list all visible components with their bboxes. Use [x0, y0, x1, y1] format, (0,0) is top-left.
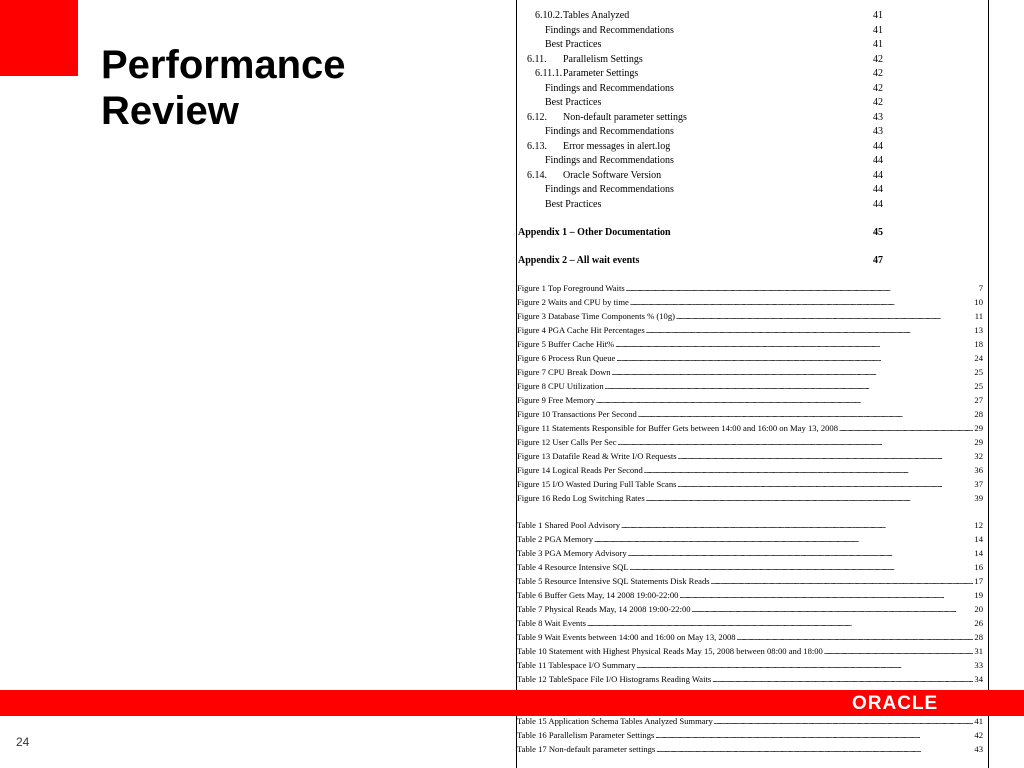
figure-entry: [517, 393, 983, 407]
figure-entry-page: 25: [974, 381, 983, 391]
dot-leader: [714, 714, 974, 728]
figure-entry-title: Figure 10 Transactions Per Second: [517, 409, 637, 419]
table-entry-title: Table 1 Shared Pool Advisory: [517, 520, 620, 530]
table-entry-page: 28: [974, 632, 983, 642]
dot-leader: [594, 532, 973, 546]
dot-leader: [692, 602, 974, 616]
toc-entry-page: 44: [873, 169, 883, 181]
dot-leader: [628, 546, 974, 560]
toc-entry-title: Parameter Settings: [563, 68, 639, 79]
table-entry-title: Table 9 Wait Events between 14:00 and 16:00 on May 13, 2008: [517, 632, 736, 642]
figure-entry-title: Figure 16 Redo Log Switching Rates: [517, 493, 645, 503]
toc-entry-page: 41: [873, 39, 883, 50]
figure-entry: [517, 351, 983, 365]
slide-title-line-2: Review: [101, 89, 239, 133]
figure-entry-page: 39: [974, 493, 983, 503]
dot-leader: [644, 463, 974, 477]
toc-entry-page: 41: [873, 24, 883, 36]
figure-entry-page: 10: [974, 297, 983, 307]
table-entry-title: Table 7 Physical Reads May, 14 2008 19:00-22:00: [517, 604, 691, 614]
table-entry-page: 43: [974, 744, 983, 754]
toc-entry: [545, 82, 674, 96]
toc-entry-page: 43: [873, 111, 883, 123]
figure-entry-title: Figure 9 Free Memory: [517, 395, 596, 405]
toc-entry-number: 6.10.2.: [535, 10, 563, 21]
toc-entry: [545, 24, 674, 38]
table-entry: [517, 602, 983, 616]
slide-title-line-1: Performance: [101, 43, 346, 87]
table-entry-title: Table 11 Tablespace I/O Summary: [517, 660, 636, 670]
figure-entry-page: 32: [974, 451, 983, 461]
toc-entry-title: Findings and Recommendations: [545, 184, 674, 195]
table-entry-page: 12: [974, 520, 983, 530]
dot-leader: [839, 421, 973, 435]
toc-entry-page: 42: [873, 53, 883, 65]
dot-leader: [678, 477, 974, 491]
oracle-logo: ORACLE: [852, 693, 939, 714]
figure-entry-page: 28: [974, 409, 983, 419]
toc-entry-title: Parallelism Settings: [563, 53, 643, 65]
toc-entry: [527, 53, 643, 67]
dot-leader: [615, 337, 973, 351]
table-entry: [517, 546, 983, 560]
toc-entry-page: 42: [873, 97, 883, 108]
dot-leader: [587, 616, 973, 630]
figure-entry: [517, 323, 983, 337]
table-entry-page: 31: [974, 646, 983, 656]
figure-entry-page: 7: [978, 283, 983, 293]
figure-entry: [517, 421, 983, 435]
figure-entry: [517, 379, 983, 393]
appendix-page: 47: [873, 255, 883, 266]
figure-entry: [517, 365, 983, 379]
figure-entry-page: 11: [974, 311, 983, 321]
toc-entry-number: 6.11.1.: [535, 68, 563, 79]
figure-entry-title: Figure 1 Top Foreground Waits: [517, 283, 625, 293]
table-entry-page: 20: [974, 604, 983, 614]
dot-leader: [616, 351, 973, 365]
toc-entry: [535, 67, 638, 81]
dot-leader: [618, 435, 974, 449]
dot-leader: [656, 742, 973, 756]
figure-entry-title: Figure 13 Datafile Read & Write I/O Requests: [517, 451, 677, 461]
table-entry: [517, 518, 983, 532]
table-entry: [517, 532, 983, 546]
appendix-entry: Appendix 2 – All wait events: [518, 255, 640, 266]
figure-entry-title: Figure 2 Waits and CPU by time: [517, 297, 629, 307]
toc-entry: [545, 96, 601, 110]
toc-entry: [545, 183, 674, 197]
dot-leader: [605, 379, 974, 393]
toc-entry-title: Findings and Recommendations: [545, 126, 674, 137]
figure-entry: [517, 281, 983, 295]
table-entry: [517, 658, 983, 672]
slide-title: [101, 42, 346, 134]
table-entry-page: 14: [974, 548, 983, 558]
toc-entry-number: 6.11.: [527, 53, 547, 65]
toc-entry-title: Findings and Recommendations: [545, 82, 674, 94]
figure-entry: [517, 295, 983, 309]
figure-entry: [517, 463, 983, 477]
figure-entry-title: Figure 5 Buffer Cache Hit%: [517, 339, 615, 349]
toc-entry: [527, 169, 661, 183]
table-entry: [517, 616, 983, 630]
toc-entry-number: 6.14.: [527, 169, 547, 181]
figure-entry-page: 36: [974, 465, 983, 475]
dot-leader: [712, 672, 973, 686]
dot-leader: [630, 560, 974, 574]
table-entry-page: 33: [974, 660, 983, 670]
figure-entry-title: Figure 11 Statements Responsible for Buffer Gets between 14:00 and 16:00 on May 13, 2008: [517, 423, 839, 433]
dot-leader: [626, 281, 978, 295]
toc-entry-page: 42: [873, 68, 883, 79]
dot-leader: [638, 407, 974, 421]
dot-leader: [711, 574, 974, 588]
dot-leader: [596, 393, 973, 407]
table-entry-title: Table 10 Statement with Highest Physical Reads May 15, 2008 between 08:00 and 18:00: [517, 646, 823, 656]
figure-entry-page: 25: [974, 367, 983, 377]
table-entry: [517, 714, 983, 728]
toc-entry: [545, 154, 674, 168]
dot-leader: [737, 630, 974, 644]
dot-leader: [637, 658, 974, 672]
red-accent-square: [0, 0, 78, 76]
table-entry-title: Table 15 Application Schema Tables Analyzed Summary: [517, 716, 713, 726]
dot-leader: [612, 365, 974, 379]
appendix-page: 45: [873, 227, 883, 238]
toc-entry-number: 6.13.: [527, 140, 547, 152]
toc-entry-page: 44: [873, 155, 883, 166]
toc-entry-title: Oracle Software Version: [563, 169, 662, 181]
figure-entry-title: Figure 3 Database Time Components % (10g): [517, 311, 676, 321]
table-entry-title: Table 4 Resource Intensive SQL: [517, 562, 629, 572]
toc-entry-title: Non-default parameter settings: [563, 111, 687, 123]
figure-entry-page: 13: [974, 325, 983, 335]
toc-entry-page: 44: [873, 184, 883, 195]
dot-leader: [824, 644, 974, 658]
figure-entry: [517, 337, 983, 351]
toc-entry-page: 41: [873, 10, 883, 21]
figure-entry-page: 29: [974, 423, 983, 433]
toc-entry-title: Best Practices: [545, 39, 602, 50]
toc-entry: [545, 38, 601, 52]
table-entry-title: Table 12 TableSpace File I/O Histograms Reading Waits: [517, 674, 712, 684]
toc-entry: [527, 111, 687, 125]
toc-entry-number: 6.12.: [527, 111, 547, 123]
dot-leader: [646, 491, 974, 505]
figure-entry: [517, 309, 983, 323]
toc-entry-title: Tables Analyzed: [563, 10, 630, 21]
figure-entry-title: Figure 7 CPU Break Down: [517, 367, 611, 377]
table-entry-title: Table 2 PGA Memory: [517, 534, 594, 544]
table-entry: [517, 560, 983, 574]
figure-entry-title: Figure 14 Logical Reads Per Second: [517, 465, 643, 475]
table-entry-page: 17: [974, 576, 983, 586]
figure-entry-title: Figure 6 Process Run Queue: [517, 353, 616, 363]
toc-entry-title: Error messages in alert.log: [563, 140, 671, 152]
table-entry-page: 34: [974, 674, 983, 684]
figure-entry-title: Figure 12 User Calls Per Sec: [517, 437, 617, 447]
toc-entry: [545, 198, 601, 212]
figure-entry-page: 37: [974, 479, 983, 489]
table-entry-page: 19: [974, 590, 983, 600]
table-entry: [517, 574, 983, 588]
dot-leader: [655, 728, 973, 742]
dot-leader: [678, 449, 974, 463]
figure-entry-title: Figure 8 CPU Utilization: [517, 381, 604, 391]
table-entry-title: Table 3 PGA Memory Advisory: [517, 548, 627, 558]
figure-entry-page: 18: [974, 339, 983, 349]
document-page: [516, 0, 989, 768]
figure-entry-page: 29: [974, 437, 983, 447]
dot-leader: [621, 518, 973, 532]
dot-leader: [676, 309, 974, 323]
table-entry-title: Table 6 Buffer Gets May, 14 2008 19:00-22:00: [517, 590, 679, 600]
table-entry-page: 14: [974, 534, 983, 544]
figure-entry-title: Figure 15 I/O Wasted During Full Table Scans: [517, 479, 677, 489]
table-entry: [517, 644, 983, 658]
table-entry-title: Table 5 Resource Intensive SQL Statements Disk Reads: [517, 576, 710, 586]
toc-entry-page: 44: [873, 198, 883, 210]
toc-entry-title: Best Practices: [545, 97, 602, 108]
appendix-entry: Appendix 1 – Other Documentation: [518, 227, 671, 238]
figure-entry: [517, 407, 983, 421]
table-entry-page: 42: [974, 730, 983, 740]
table-entry-title: Table 16 Parallelism Parameter Settings: [517, 730, 655, 740]
table-entry: [517, 742, 983, 756]
toc-entry-title: Findings and Recommendations: [545, 24, 674, 36]
table-entry-page: 16: [974, 562, 983, 572]
toc-entry-title: Findings and Recommendations: [545, 155, 674, 166]
toc-entry: [535, 9, 629, 23]
table-entry-page: 41: [974, 716, 983, 726]
toc-entry-page: 44: [873, 140, 883, 152]
figure-entry: [517, 435, 983, 449]
table-entry-title: Table 17 Non-default parameter settings: [517, 744, 656, 754]
figure-entry: [517, 491, 983, 505]
toc-entry-title: Best Practices: [545, 198, 602, 210]
dot-leader: [630, 295, 974, 309]
toc-entry: [527, 140, 670, 154]
slide-page-number: 24: [16, 735, 30, 749]
toc-entry-page: 43: [873, 126, 883, 137]
table-entry: [517, 630, 983, 644]
table-entry: [517, 588, 983, 602]
dot-leader: [679, 588, 973, 602]
dot-leader: [646, 323, 974, 337]
table-entry-page: 26: [974, 618, 983, 628]
figure-entry: [517, 477, 983, 491]
toc-entry: [545, 125, 674, 139]
figure-entry-page: 27: [974, 395, 983, 405]
table-entry: [517, 672, 983, 686]
figure-entry: [517, 449, 983, 463]
table-entry-title: Table 8 Wait Events: [517, 618, 586, 628]
table-entry: [517, 728, 983, 742]
figure-entry-page: 24: [974, 353, 983, 363]
figure-entry-title: Figure 4 PGA Cache Hit Percentages: [517, 325, 645, 335]
toc-entry-page: 42: [873, 82, 883, 94]
